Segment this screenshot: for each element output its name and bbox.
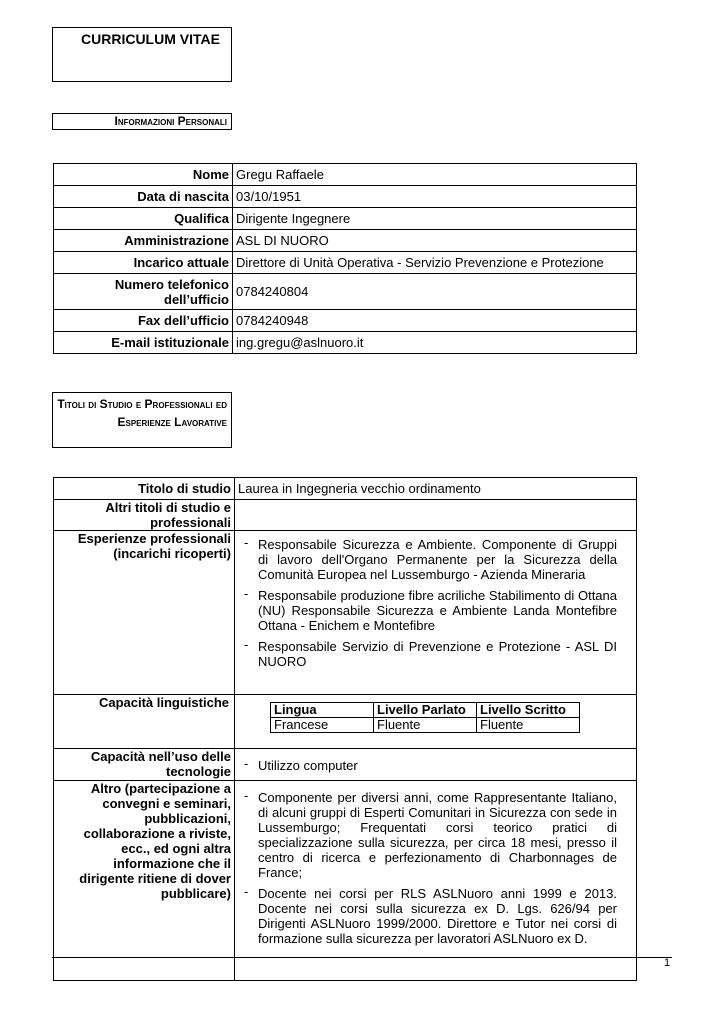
cv-title-box — [52, 27, 232, 82]
lang-cell: Fluente — [374, 718, 477, 733]
list-item: - Responsabile Sicurezza e Ambiente. Componente di Gruppi di lavoro dell'Organo Permanente per la Sicurezza della Comunità Europea nel Lussemburgo - Azienda Mineraria — [244, 535, 617, 582]
label-tecnologie: Capacità nell’uso delle tecnologie — [54, 749, 235, 781]
footer-rule — [52, 957, 672, 958]
studies-table — [53, 477, 637, 981]
lang-header-scritto: Livello Scritto — [477, 703, 580, 718]
value-tecnologie — [235, 749, 637, 781]
value-esperienze — [235, 531, 637, 695]
table-row — [54, 252, 637, 274]
value-data-nascita: 03/10/1951 — [233, 186, 637, 208]
label-data-nascita: Data di nascita — [54, 186, 233, 208]
personal-info-table — [53, 163, 637, 354]
list-item: - Componente per diversi anni, come Rappresentante Italiano, di alcuni gruppi di Esperti Comunitari in Sicurezza con sede in Lussemburgo; Frequentati corsi teorico pratici di specializzazione sulla sicurezza, per circa 18 mesi, presso il centro di ricerca e perfezionamento di Charbonnages de France; — [244, 788, 617, 880]
label-nome: Nome — [54, 164, 233, 186]
list-item: - Docente nei corsi per RLS ASLNuoro anni 1999 e 2013. Docente nei corsi sulla sicurezza ex D. Lgs. 626/94 per Dirigenti ASLNuoro 1999/2000. Direttore e Tutor nei corsi di formazione sulla sicurezza per lavoratori ASLNuoro ex D. — [244, 884, 617, 946]
value-email: ing.gregu@aslnuoro.it — [233, 332, 637, 354]
page-number: 1 — [664, 957, 671, 969]
table-row — [54, 695, 637, 749]
label-esperienze: Esperienze professionali (incarichi ricoperti) — [54, 531, 235, 695]
table-row — [54, 230, 637, 252]
table-row — [54, 164, 637, 186]
table-row — [271, 718, 580, 733]
table-row — [54, 208, 637, 230]
value-lingue — [235, 695, 637, 749]
table-row — [54, 531, 637, 695]
label-titolo: Titolo di studio — [54, 478, 235, 500]
value-fax: 0784240948 — [233, 310, 637, 332]
label-altri-titoli: Altri titoli di studio e professionali — [54, 500, 235, 531]
value-qualifica: Dirigente Ingegnere — [233, 208, 637, 230]
label-amministrazione: Amministrazione — [54, 230, 233, 252]
list-item: - Responsabile Servizio di Prevenzione e Protezione - ASL DI NUORO — [244, 637, 617, 669]
list-item: - Responsabile produzione fibre acriliche Stabilimento di Ottana (NU) Responsabile Sicurezza e Ambiente Landa Montefibre Ottana - Enichem e Montefibre — [244, 586, 617, 633]
table-row — [54, 186, 637, 208]
value-incarico: Direttore di Unità Operativa - Servizio Prevenzione e Protezione — [233, 252, 637, 274]
table-row — [54, 310, 637, 332]
table-row — [54, 500, 637, 531]
table-row — [54, 274, 637, 310]
label-altro: Altro (partecipazione a convegni e seminari, pubblicazioni, collaborazione a riviste, ecc., ed ogni altra informazione che il dirigente ritiene di dover pubblicare) — [54, 781, 235, 981]
value-altri-titoli — [235, 500, 637, 531]
table-row — [54, 332, 637, 354]
lang-cell: Francese — [271, 718, 374, 733]
value-nome: Gregu Raffaele — [233, 164, 637, 186]
table-row — [54, 781, 637, 981]
label-email: E-mail istituzionale — [54, 332, 233, 354]
section-heading-studies: Titoli di Studio e Professionali ed Esperienze Lavorative — [52, 392, 232, 448]
label-fax: Fax dell’ufficio — [54, 310, 233, 332]
value-altro — [235, 781, 637, 981]
section-heading-personal: Informazioni Personali — [52, 113, 232, 130]
label-qualifica: Qualifica — [54, 208, 233, 230]
value-amministrazione: ASL DI NUORO — [233, 230, 637, 252]
table-row — [271, 703, 580, 718]
label-telefono: Numero telefonico dell’ufficio — [54, 274, 233, 310]
table-row — [54, 749, 637, 781]
value-telefono: 0784240804 — [233, 274, 637, 310]
language-table — [270, 702, 580, 733]
list-item: - Utilizzo computer — [244, 756, 358, 773]
lang-header-parlato: Livello Parlato — [374, 703, 477, 718]
cv-title: CURRICULUM VITAE — [81, 31, 220, 47]
table-row — [54, 478, 637, 500]
lang-header-lingua: Lingua — [271, 703, 374, 718]
lang-cell: Fluente — [477, 718, 580, 733]
label-lingue: Capacità linguistiche — [54, 695, 235, 749]
label-incarico: Incarico attuale — [54, 252, 233, 274]
value-titolo: Laurea in Ingegneria vecchio ordinamento — [235, 478, 637, 500]
